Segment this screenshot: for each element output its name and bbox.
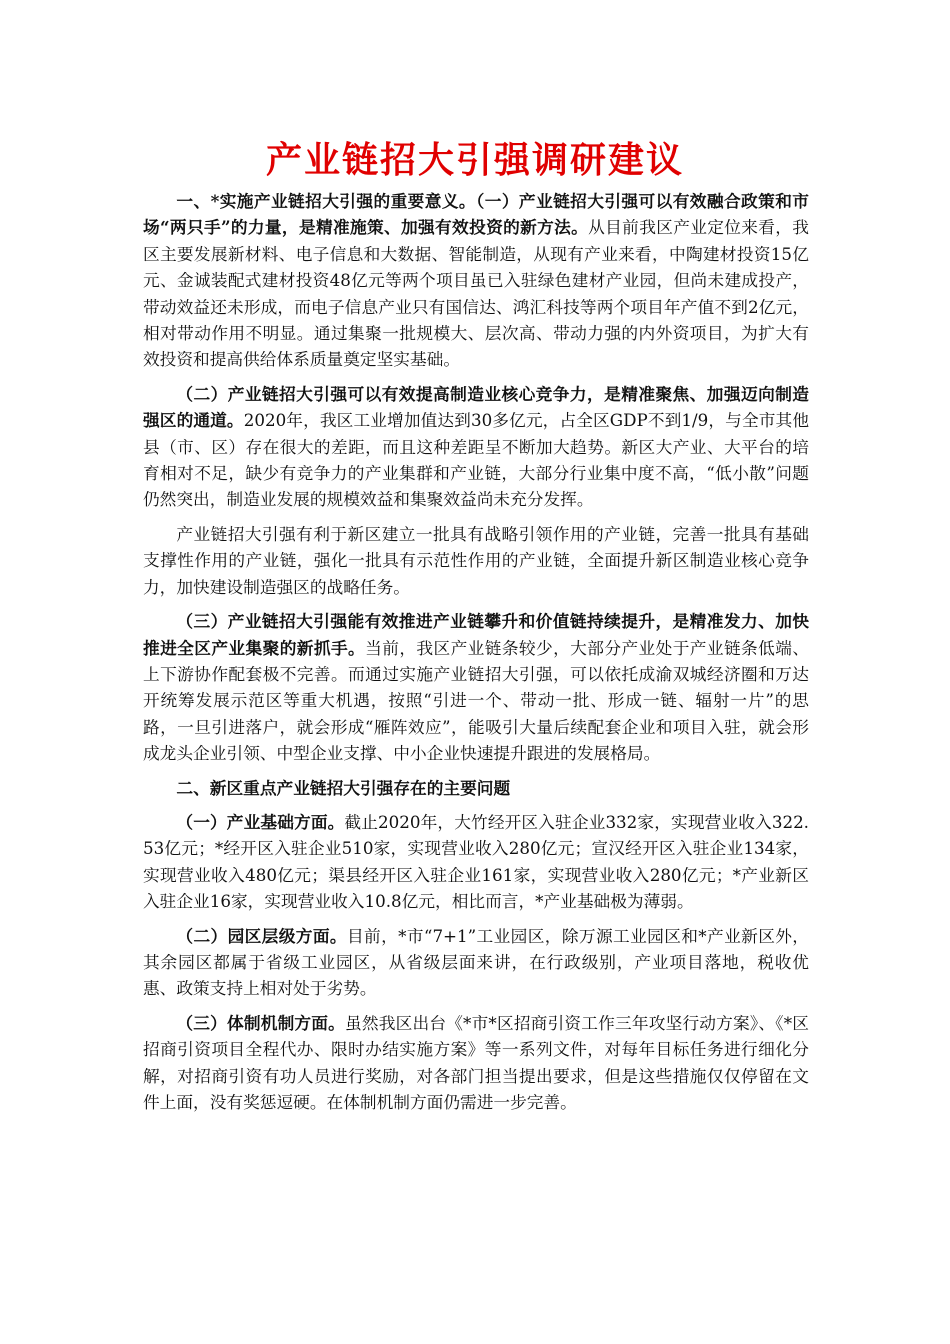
paragraph-6 [143, 809, 809, 915]
paragraph-7-text: 目前，*市“7+1”工业园区，除万源工业园区和*产业新区外，其余园区都属于省级工业园区，从省级层面来讲，在行政级别，产业项目落地，税收优惠、政策支持上相对处于劣势。 [143, 925, 809, 999]
paragraph-2-lead: （二）产业链招大引强可以有效提高制造业核心竞争力，是精准聚焦、加强迈向制造强区的通道。 [143, 383, 809, 431]
section-heading-2-text: 二、新区重点产业链招大引强存在的主要问题 [176, 777, 511, 798]
paragraph-1 [143, 188, 809, 373]
paragraph-6-text: 截止2020年，大竹经开区入驻企业332家，实现营业收入322.53亿元；*经开区入驻企业510家，实现营业收入280亿元；宣汉经开区入驻企业134家，实现营业收入480亿元；渠县经开区入驻企业161家，实现营业收入280亿元；*产业新区入驻企业16家，实现营业收入10.8亿元，相比而言，*产业基础极为薄弱。 [143, 811, 809, 912]
paragraph-1-text: 从目前我区产业定位来看，我区主要发展新材料、电子信息和大数据、智能制造，从现有产业来看，中陶建材投资15亿元、金诚装配式建材投资48亿元等两个项目虽已入驻绿色建材产业园，但尚未建成投产，带动效益还未形成，而电子信息产业只有国信达、鸿汇科技等两个项目年产值不到2亿元，相对带动作用不明显。通过集聚一批规模大、层次高、带动力强的内外资项目，为扩大有效投资和提高供给体系质量奠定坚实基础。 [143, 217, 809, 370]
paragraph-4-lead: （三）产业链招大引强能有效推进产业链攀升和价值链持续提升，是精准发力、加快推进全区产业集聚的新抓手。 [143, 611, 809, 658]
paragraph-8 [143, 1010, 809, 1116]
section-heading-2 [143, 775, 809, 801]
paragraph-6-lead: （一）产业基础方面。 [176, 811, 345, 832]
paragraph-1-lead: 一、*实施产业链招大引强的重要意义。（一）产业链招大引强可以有效融合政策和市场“两只手”的力量，是精准施策、加强有效投资的新方法。 [143, 191, 809, 238]
paragraph-7-lead: （二）园区层级方面。 [176, 925, 347, 946]
paragraph-7 [143, 923, 809, 1002]
document-body [143, 188, 809, 1123]
paragraph-3-text: 产业链招大引强有利于新区建立一批具有战略引领作用的产业链，完善一批具有基础支撑性作用的产业链，强化一批具有示范性作用的产业链，全面提升新区制造业核心竞争力，加快建设制造强区的战略任务。 [143, 523, 809, 597]
paragraph-4-text: 当前，我区产业链条较少，大部分产业处于产业链条低端、上下游协作配套极不完善。而通过实施产业链招大引强，可以依托成渝双城经济圈和万达开统筹发展示范区等重大机遇，按照“引进一个、带动一批、形成一链、辐射一片”的思路，一旦引进落户，就会形成“雁阵效应”，能吸引大量后续配套企业和项目入驻，就会形成龙头企业引领、中型企业支撑、中小企业快速提升跟进的发展格局。 [143, 637, 810, 764]
paragraph-4 [143, 608, 809, 766]
paragraph-8-text: 虽然我区出台《*市*区招商引资工作三年攻坚行动方案》、《*区招商引资项目全程代办、限时办结实施方案》等一系列文件，对每年目标任务进行细化分解，对招商引资有功人员进行奖励，对各部门担当提出要求，但是这些措施仅仅停留在文件上面，没有奖惩逗硬。在体制机制方面仍需进一步完善。 [143, 1012, 809, 1112]
paragraph-2 [143, 381, 809, 513]
paragraph-3 [143, 521, 809, 600]
document-title: 产业链招大引强调研建议 [265, 139, 684, 181]
paragraph-8-lead: （三）体制机制方面。 [176, 1012, 346, 1033]
paragraph-2-text: 2020年，我区工业增加值达到30多亿元，占全区GDP不到1/9，与全市其他县（市、区）存在很大的差距，而且这种差距呈不断加大趋势。新区大产业、大平台的培育相对不足，缺少有竞争力的产业集群和产业链，大部分行业集中度不高，“低小散”问题仍然突出，制造业发展的规模效益和集聚效益尚未充分发挥。 [143, 410, 810, 510]
